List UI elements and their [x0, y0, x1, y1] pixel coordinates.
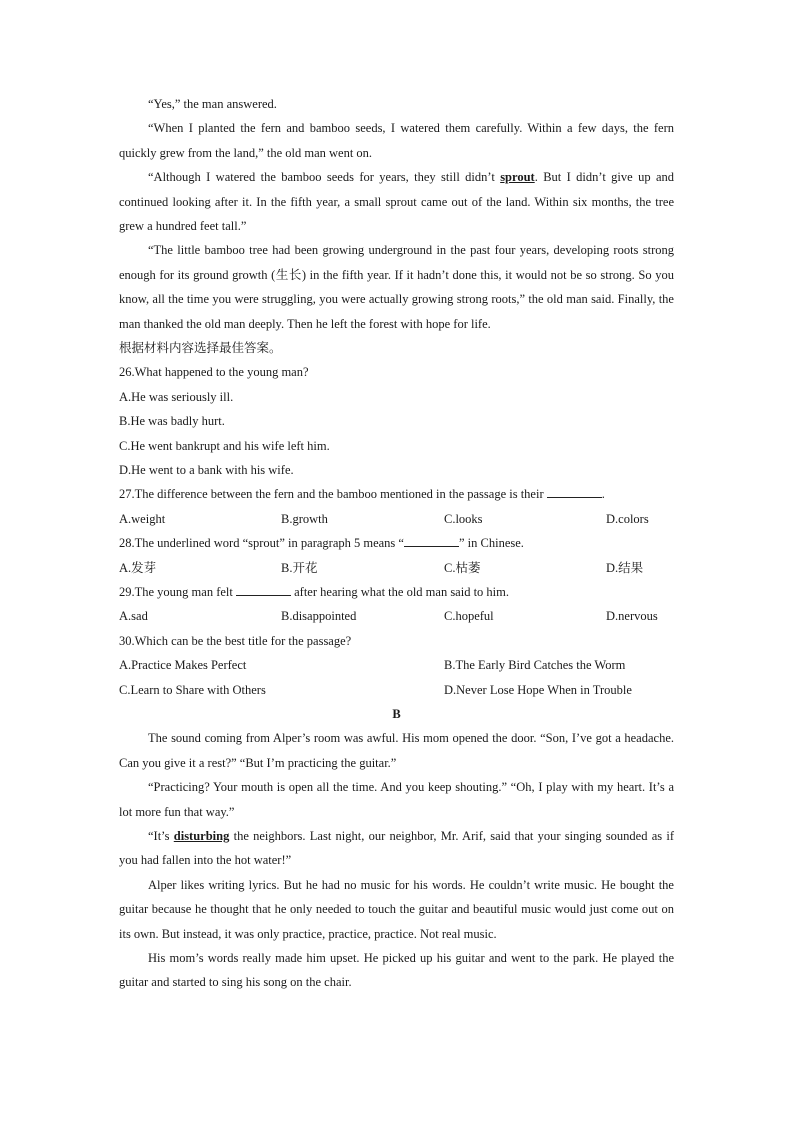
- stem-text: .: [601, 487, 605, 502]
- option-d: D.colors: [606, 511, 649, 526]
- document-page: [119, 92, 674, 995]
- paragraph-although: [119, 165, 674, 238]
- underlined-word-disturbing: disturbing: [173, 828, 230, 843]
- question-30-options-ab: [119, 653, 674, 677]
- instruction: 根据材料内容选择最佳答案。: [119, 341, 282, 356]
- paragraph-disturbing: [119, 824, 674, 873]
- stem-text: 27.The difference between the fern and the bamboo mentioned in the passage is their: [119, 487, 547, 502]
- text-segment: “Although I watered the bamboo seeds for years, they still didn’t: [148, 170, 501, 185]
- question-27-options: [119, 507, 674, 531]
- option-d: D.结果: [606, 560, 644, 575]
- question-26-option-c: C.He went bankrupt and his wife left him.: [119, 438, 330, 453]
- stem-text: after hearing what the old man said to him.: [291, 584, 509, 599]
- stem-text: ” in Chinese.: [458, 536, 524, 551]
- paragraph-yes: “Yes,” the man answered.: [148, 97, 277, 111]
- paragraph-practicing: “Practicing? Your mouth is open all the time. And you keep shouting.” “Oh, I play with my heart. It’s a lot more fun that way.”: [119, 780, 674, 819]
- stem-text: 28.The underlined word “sprout” in paragraph 5 means “: [119, 536, 404, 551]
- paragraph-upset: His mom’s words really made him upset. He picked up his guitar and went to the park. He played the guitar and started to sing his song on the chair.: [119, 950, 674, 990]
- question-26-option-b: B.He was badly hurt.: [119, 414, 225, 429]
- question-26-option-d: D.He went to a bank with his wife.: [119, 463, 294, 478]
- answer-blank: [236, 583, 291, 596]
- section-heading: B: [392, 706, 401, 721]
- option-b: B.开花: [281, 560, 318, 575]
- option-a: A.weight: [119, 511, 166, 526]
- option-a: A.sad: [119, 609, 148, 624]
- question-27-stem: [119, 482, 674, 506]
- option-d: D.nervous: [606, 609, 658, 624]
- text-segment: . But I didn’t give up and continued looking after it. In the fifth year, a small sprout came out of the land. Within six months, the tree grew a hundred feet tall.”: [119, 170, 674, 234]
- question-28-stem: [119, 531, 674, 555]
- question-30-options-cd: [119, 678, 674, 702]
- paragraph-bamboo: “The little bamboo tree had been growing underground in the past four years, developing roots strong enough for its ground growth (生长) in the fifth year. If it hadn’t done this, it would not be so strong. So you know, all the time you were struggling, you were actually growing strong roots,” the old man said. Finally, the man thanked the old man deeply. Then he left the forest with hope for life.: [119, 243, 674, 331]
- option-c: C.looks: [444, 511, 483, 526]
- question-26-option-a: A.He was seriously ill.: [119, 389, 234, 404]
- answer-blank: [547, 485, 602, 498]
- underlined-word-sprout: sprout: [500, 170, 535, 185]
- option-a: A.发芽: [119, 560, 157, 575]
- paragraph-fern: “When I planted the fern and bamboo seeds, I watered them carefully. Within a few days, the fern quickly grew from the land,” the old man went on.: [119, 121, 674, 160]
- option-c: C.hopeful: [444, 609, 494, 624]
- option-c: C.枯萎: [444, 560, 481, 575]
- option-b: B.The Early Bird Catches the Worm: [444, 658, 626, 673]
- text-segment: the neighbors. Last night, our neighbor, Mr. Arif, said that your singing sounded as if you had fallen into the hot water!”: [119, 828, 674, 868]
- question-30-stem: 30.Which can be the best title for the passage?: [119, 633, 352, 648]
- option-b: B.growth: [281, 511, 328, 526]
- question-28-options: [119, 556, 674, 580]
- option-d: D.Never Lose Hope When in Trouble: [444, 682, 632, 697]
- option-b: B.disappointed: [281, 609, 357, 624]
- question-29-options: [119, 604, 674, 628]
- answer-blank: [404, 534, 459, 547]
- stem-text: 29.The young man felt: [119, 584, 236, 599]
- question-26-stem: 26.What happened to the young man?: [119, 365, 309, 380]
- option-c: C.Learn to Share with Others: [119, 682, 266, 697]
- option-a: A.Practice Makes Perfect: [119, 658, 247, 673]
- text-segment: “It’s: [148, 828, 174, 843]
- paragraph-lyrics: Alper likes writing lyrics. But he had no music for his words. He couldn’t write music. He bought the guitar because he thought that he only needed to touch the guitar and beautiful music would just come out on its own. But instead, it was only practice, practice, practice. Not real music.: [119, 877, 674, 941]
- question-29-stem: [119, 580, 674, 604]
- paragraph-sound: The sound coming from Alper’s room was awful. His mom opened the door. “Son, I’ve got a headache. Can you give it a rest?” “But I’m practicing the guitar.”: [119, 731, 674, 770]
